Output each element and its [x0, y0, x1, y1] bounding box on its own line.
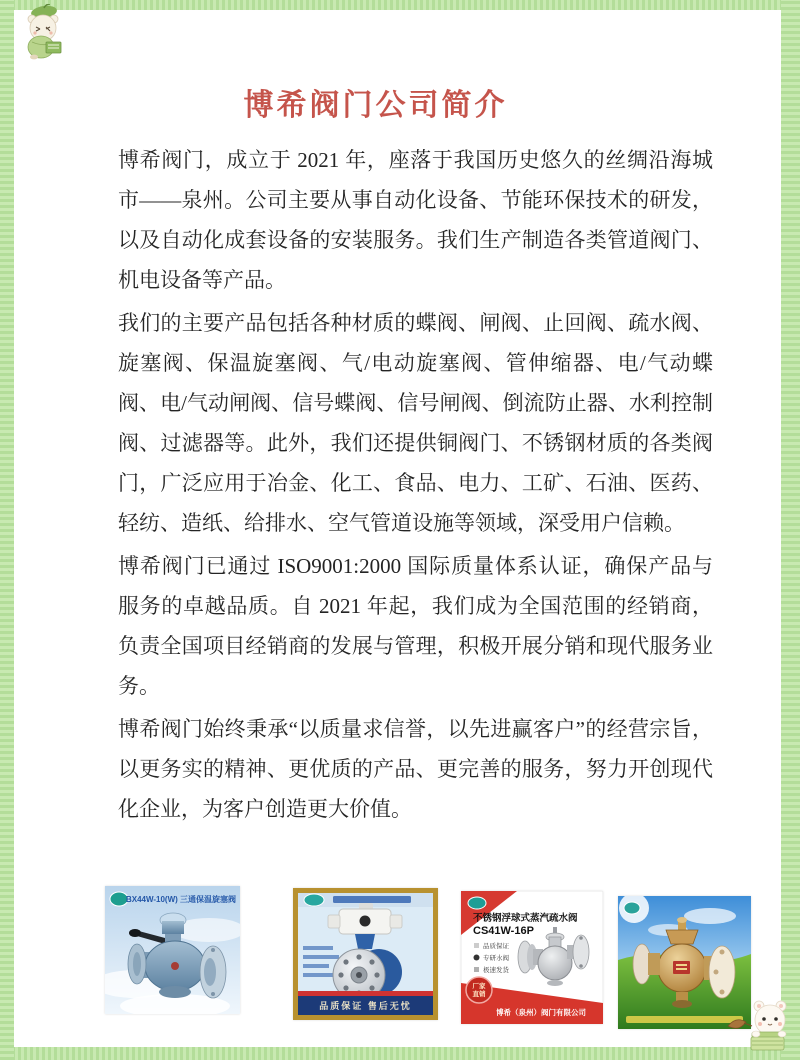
frame-top	[0, 0, 800, 10]
brand-logo-icon	[304, 894, 324, 906]
product3-bullet: 极速发货	[483, 967, 509, 974]
bullet-icon	[474, 967, 479, 972]
brand-logo-icon	[624, 902, 640, 914]
product3-model: CS41W-16P	[473, 925, 534, 937]
blurred-banner-text	[333, 896, 411, 903]
bullet-icon	[474, 955, 480, 961]
product2-footer: 品质保证 售后无忧	[319, 1001, 412, 1011]
product-image-plug-valve-blue	[105, 886, 240, 1014]
product-image-steam-trap	[461, 891, 603, 1024]
product1-caption: BX44W-10(W) 三通保温旋塞阀	[125, 895, 237, 904]
product3-title: 不锈钢浮球式蒸汽疏水阀	[473, 913, 578, 924]
product3-bullet: 品质保证	[483, 943, 509, 950]
bullet-icon	[474, 943, 479, 948]
blurred-spec-text	[303, 955, 339, 959]
badge-text: 厂家	[472, 983, 486, 990]
mascot-hamster-top-icon	[20, 4, 68, 60]
brand-logo-icon	[468, 897, 486, 909]
page-title: 博希阀门公司简介	[243, 89, 508, 122]
blurred-spec-text	[303, 946, 333, 950]
badge-text: 直销	[472, 991, 486, 998]
frame-left	[0, 0, 14, 1060]
mascot-hamster-bottom-icon	[726, 996, 794, 1056]
frame-right	[781, 0, 800, 1060]
frame-bottom	[0, 1047, 800, 1060]
paragraph-intro: 博希阀门，成立于 2021 年，座落于我国历史悠久的丝绸沿海城市——泉州。公司主要从事自动化设备、节能环保技术的研发，以及自动化成套设备的安装服务。我们生产制造各类管道阀门、机电设备等产品。	[118, 148, 713, 292]
product3-bullet: 专研水阀	[483, 955, 509, 962]
product3-footer: 博希（泉州）阀门有限公司	[496, 1008, 586, 1017]
product-image-electric-valve	[293, 888, 438, 1020]
document-body	[118, 80, 713, 832]
paragraph-products: 我们的主要产品包括各种材质的蝶阀、闸阀、止回阀、疏水阀、旋塞阀、保温旋塞阀、气/电动旋塞阀、管伸缩器、电/气动蝶阀、电/气动闸阀、信号蝶阀、信号闸阀、倒流防止器、水利控制阀、过滤器等。此外，我们还提供铜阀门、不锈钢材质的各类阀门，广泛应用于冶金、化工、食品、电力、工矿、石油、医药、轻纺、造纸、给排水、空气管道设施等领域，深受用户信赖。	[118, 311, 713, 535]
blurred-spec-text	[303, 964, 329, 968]
paragraph-certification: 博希阀门已通过 ISO9001:2000 国际质量体系认证，确保产品与服务的卓越品质。自 2021 年起，我们成为全国范围的经销商，负责全国项目经销商的发展与管理，积极开展分销和现代服务业务。	[118, 554, 713, 698]
paragraph-philosophy: 博希阀门始终秉承“以质量求信誉，以先进赢客户”的经营宗旨，以更务实的精神、更优质的产品、更完善的服务，努力开创现代化企业，为客户创造更大价值。	[118, 717, 713, 821]
badge-circle	[466, 977, 492, 1003]
